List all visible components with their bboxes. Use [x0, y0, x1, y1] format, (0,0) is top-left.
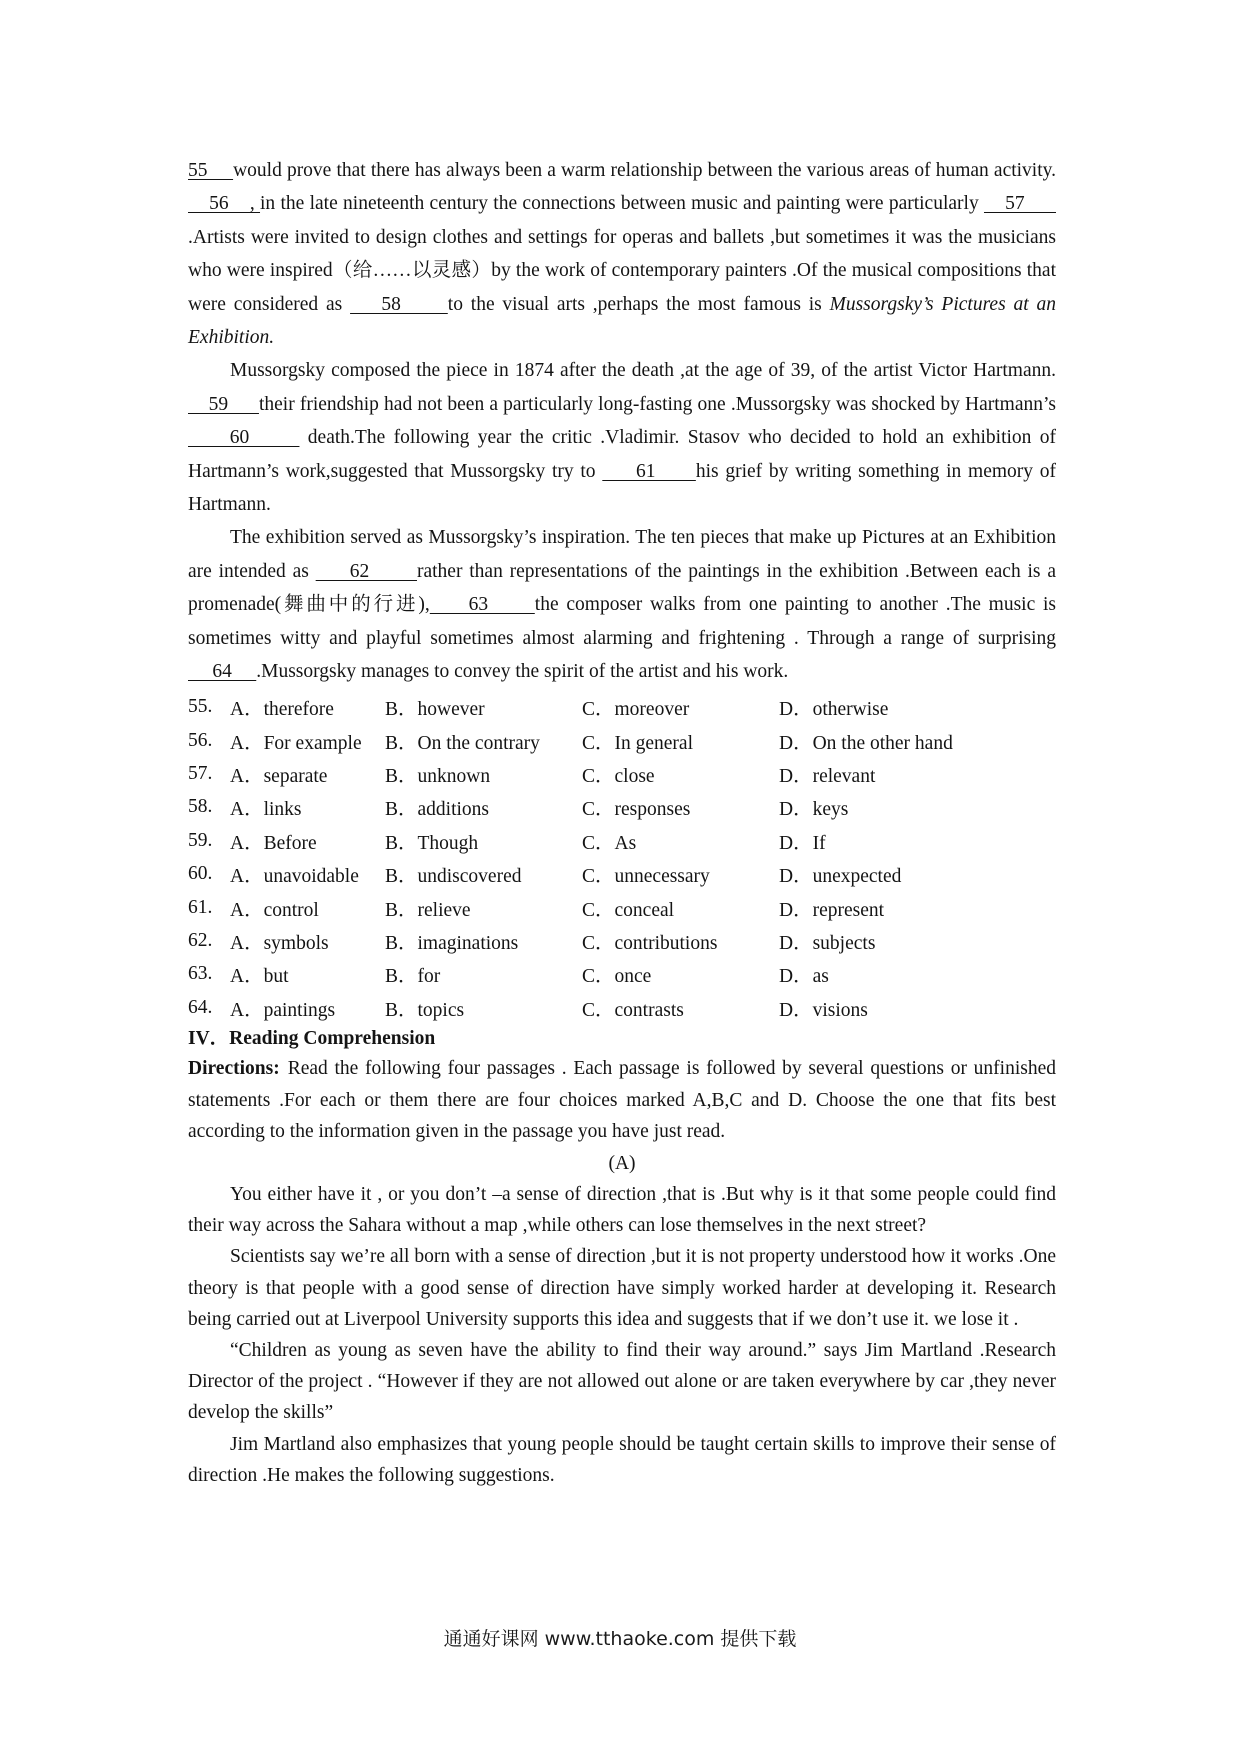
option-d: D．relevant	[779, 765, 876, 787]
cloze-text: their friendship had not been a particularly long-fasting one .Mussorgsky was shocked by Hartmann’s	[258, 393, 1056, 415]
option-d: D．otherwise	[779, 699, 889, 721]
option-c: C．close	[582, 765, 655, 787]
question-number: 64.	[188, 996, 213, 1018]
cloze-text: rather than representations of the paintings in the exhibition .Between each is a promenade(舞曲中的行进),	[188, 560, 1056, 616]
cloze-text: in the late nineteenth century the connections between music and painting were particularly	[260, 193, 984, 215]
option-a: A．links	[230, 799, 302, 821]
passage-paragraph: Scientists say we’re all born with a sense of direction ,but it is not property understood how it works .One theory is that people with a good sense of direction have simply worked harder at developing it. Research being carried out at Liverpool University supports this idea and suggests that if we don’t use it. we lose it .	[188, 1246, 1056, 1330]
option-a: A．separate	[230, 765, 328, 787]
question-number: 61.	[188, 896, 213, 918]
passage-paragraph: “Children as young as seven have the ability to find their way around.” says Jim Martland .Research Director of the project . “However if they are not allowed out alone or are taken everywhere by car ,they never develop the skills”	[188, 1339, 1056, 1424]
option-a: A．symbols	[230, 932, 329, 954]
option-row	[188, 958, 1056, 991]
option-c: C．responses	[582, 799, 691, 821]
option-a: A．therefore	[230, 699, 334, 721]
option-row	[188, 691, 1056, 724]
option-c: C．As	[582, 832, 637, 854]
footer-download-note: 通通好课网 www.tthaoke.com 提供下载	[443, 1628, 797, 1650]
cloze-text: Mussorgsky composed the piece in 1874 after the death ,at the age of 39, of the artist Victor Hartmann.	[230, 360, 1056, 382]
option-row	[188, 991, 1056, 1024]
blank-57: 57	[983, 193, 1056, 215]
directions	[188, 1053, 1056, 1148]
cloze-paragraph-3	[188, 521, 1056, 688]
option-d: D．subjects	[779, 932, 876, 954]
cloze-paragraph-1	[188, 154, 1056, 354]
blank-56: 56 ,	[188, 193, 261, 215]
option-a: A．For example	[230, 732, 362, 754]
question-number: 60.	[188, 863, 213, 885]
question-number: 62.	[188, 929, 213, 951]
question-number: 63.	[188, 963, 213, 985]
blank-64: 64	[188, 661, 257, 683]
option-b: B．imaginations	[385, 932, 519, 954]
option-row	[188, 791, 1056, 824]
option-c: C．In general	[582, 732, 694, 754]
option-b: B．additions	[385, 799, 490, 821]
blank-55: 55	[188, 160, 234, 181]
cloze-text: .Mussorgsky manages to convey the spirit of the artist and his work.	[256, 661, 789, 683]
option-row	[188, 724, 1056, 757]
directions-text: Read the following four passages . Each passage is followed by several questions or unfinished statements .For each or them there are four choices marked A,B,C and D. Choose the one that fits best according to the information given in the passage you have just read.	[188, 1058, 1056, 1143]
blank-62: 62	[315, 560, 417, 582]
option-b: B．undiscovered	[385, 866, 522, 888]
option-row	[188, 824, 1056, 857]
option-d: D．as	[779, 966, 829, 988]
blank-59: 59	[188, 393, 259, 415]
cloze-text: the composer walks from one painting to another .The music is sometimes witty and playful sometimes almost alarming and frightening . Through a range of surprising	[188, 594, 1057, 649]
cloze-text: his grief by writing something in memory of Hartmann.	[188, 460, 1056, 516]
cloze-paragraph-2	[188, 354, 1056, 521]
options-table	[188, 691, 1056, 1025]
blank-60: 60	[188, 427, 300, 449]
passage-paragraph: Jim Martland also emphasizes that young people should be taught certain skills to improve their sense of direction .He makes the following suggestions.	[188, 1433, 1056, 1486]
option-c: C．once	[582, 966, 652, 988]
passage-paragraph: You either have it , or you don’t –a sense of direction ,that is .But why is it that some people could find their way across the Sahara without a map ,while others can lose themselves in the next street?	[188, 1183, 1056, 1237]
option-row	[188, 924, 1056, 957]
option-a: A．control	[230, 899, 319, 921]
question-number: 57.	[188, 762, 213, 784]
option-b: B．unknown	[385, 765, 491, 787]
option-d: D．keys	[779, 799, 849, 821]
cloze-text: The exhibition served as Mussorgsky’s inspiration. The ten pieces that make up Pictures at an Exhibition are intended as	[188, 527, 1056, 582]
option-d: D．On the other hand	[779, 732, 953, 754]
question-number: 56.	[188, 729, 213, 751]
option-c: C．contributions	[582, 932, 718, 954]
section-title: IV．Reading Comprehension	[188, 1028, 436, 1050]
directions-label: Directions:	[188, 1058, 280, 1080]
option-d: D．visions	[779, 999, 868, 1021]
option-a: A．paintings	[230, 999, 336, 1021]
document-page	[188, 154, 1056, 1491]
option-row	[188, 757, 1056, 790]
option-a: A．Before	[230, 832, 317, 854]
cloze-text: death.The following year the critic .Vladimir. Stasov who decided to hold an exhibition of Hartmann’s work,suggested that Mussorgsky try to	[188, 427, 1057, 482]
passage-label: (A)	[608, 1152, 636, 1174]
blank-58: 58	[350, 293, 448, 315]
option-b: B．for	[385, 966, 441, 988]
option-b: B．relieve	[385, 899, 471, 921]
option-d: D．represent	[779, 899, 885, 921]
option-row	[188, 891, 1056, 924]
option-c: C．unnecessary	[582, 866, 710, 888]
cloze-text: to the visual arts ,perhaps the most famous is	[447, 293, 830, 315]
work-title: Mussorgsky’s Pictures at an Exhibition.	[188, 293, 1056, 349]
question-number: 59.	[188, 829, 213, 851]
option-b: B．topics	[385, 999, 465, 1021]
option-c: C．conceal	[582, 899, 675, 921]
blank-61: 61	[602, 460, 696, 482]
option-row	[188, 857, 1056, 890]
cloze-text: would prove that there has always been a warm relationship between the various areas of human activity.	[233, 160, 1056, 181]
option-b: B．Though	[385, 832, 479, 854]
option-a: A．unavoidable	[230, 866, 359, 888]
cloze-text: .Artists were invited to design clothes and settings for operas and ballets ,but sometimes it was the musicians who were inspired（给……以灵感）by the work of contemporary painters .Of the musical compositions that were considered as	[188, 226, 1056, 315]
question-number: 55.	[188, 696, 213, 718]
option-d: D．If	[779, 832, 826, 854]
question-number: 58.	[188, 796, 213, 818]
blank-63: 63	[429, 594, 535, 616]
option-d: D．unexpected	[779, 866, 902, 888]
option-a: A．but	[230, 966, 289, 988]
option-c: C．contrasts	[582, 999, 684, 1021]
option-b: B．however	[385, 699, 485, 721]
option-c: C．moreover	[582, 699, 690, 721]
option-b: B．On the contrary	[385, 732, 540, 754]
